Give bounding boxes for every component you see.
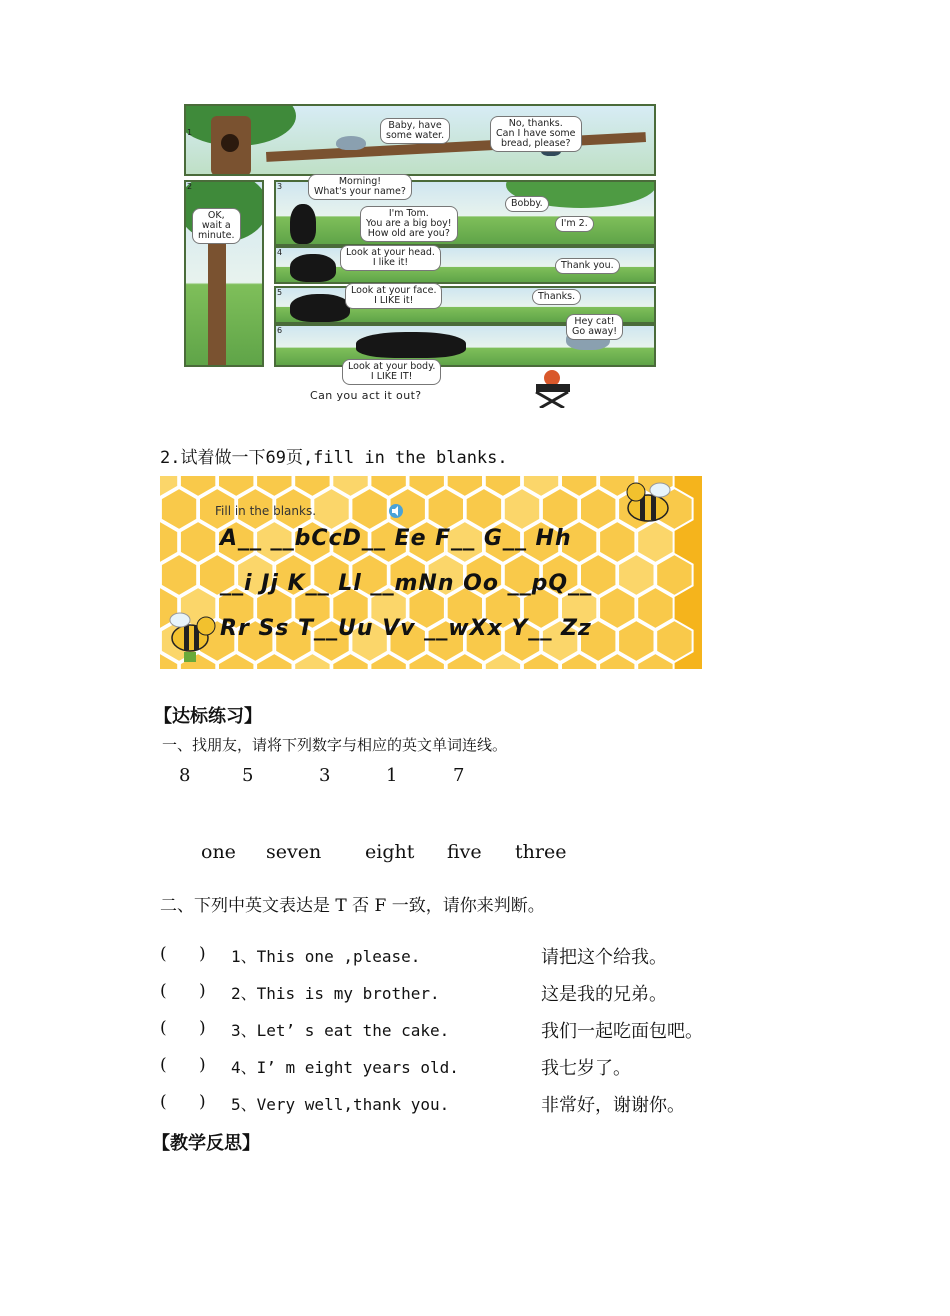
answer-blank[interactable]: ( ) bbox=[160, 944, 206, 964]
speech-bubble: I'm 2. bbox=[555, 216, 594, 232]
fill-in-blanks-label: Fill in the blanks. bbox=[215, 504, 317, 518]
chinese-sentence: 非常好，谢谢你。 bbox=[541, 1095, 685, 1116]
speech-bubble: Thanks. bbox=[532, 289, 581, 305]
speech-bubble: Look at your body. I LIKE IT! bbox=[342, 359, 441, 385]
answer-blank[interactable]: ( ) bbox=[160, 1092, 206, 1112]
answer-blank[interactable]: ( ) bbox=[160, 1055, 206, 1075]
panel-number: 2 bbox=[187, 182, 193, 191]
english-sentence: 2、This is my brother. bbox=[231, 984, 440, 1003]
english-sentence: 5、Very well,thank you. bbox=[231, 1095, 450, 1114]
speech-bubble: Thank you. bbox=[555, 258, 620, 274]
panel-number: 3 bbox=[277, 182, 283, 191]
word-item: five bbox=[447, 841, 482, 863]
english-sentence: 1、This one ,please. bbox=[231, 947, 421, 966]
speech-bubble: Hey cat! Go away! bbox=[566, 314, 623, 340]
word-item: seven bbox=[266, 841, 322, 863]
speech-bubble: Look at your face. I LIKE it! bbox=[345, 283, 442, 309]
number-item: 7 bbox=[453, 765, 465, 786]
chinese-sentence: 请把这个给我。 bbox=[541, 947, 667, 968]
panel-number: 1 bbox=[187, 128, 193, 137]
section-title: 【达标练习】 bbox=[154, 706, 262, 727]
speech-bubble: Bobby. bbox=[505, 196, 549, 212]
answer-blank[interactable]: ( ) bbox=[160, 1018, 206, 1038]
panel-number: 6 bbox=[277, 326, 283, 335]
honeycomb-fill-in-blanks bbox=[160, 476, 702, 669]
number-item: 1 bbox=[386, 765, 398, 786]
director-chair-icon bbox=[518, 368, 584, 408]
english-sentence: 3、Let’ s eat the cake. bbox=[231, 1021, 450, 1040]
chinese-sentence: 这是我的兄弟。 bbox=[541, 984, 667, 1005]
reflection-title: 【教学反思】 bbox=[152, 1133, 260, 1154]
speech-bubble: Look at your head. I like it! bbox=[340, 245, 441, 271]
speech-bubble: Morning! What's your name? bbox=[308, 174, 412, 200]
word-item: one bbox=[201, 841, 236, 863]
q2-instruction: 二、下列中英文表达是 T 否 F 一致，请你来判断。 bbox=[160, 896, 545, 916]
speech-bubble: OK, wait a minute. bbox=[192, 208, 241, 244]
alphabet-row-2: __i Jj K__ Ll __mNn Oo __pQ__ bbox=[220, 571, 593, 596]
chinese-sentence: 我七岁了。 bbox=[541, 1058, 631, 1079]
speech-bubble: No, thanks. Can I have some bread, please? bbox=[490, 116, 582, 152]
panel-number: 4 bbox=[277, 248, 283, 257]
number-item: 5 bbox=[242, 765, 254, 786]
number-item: 3 bbox=[319, 765, 331, 786]
chinese-sentence: 我们一起吃面包吧。 bbox=[541, 1021, 703, 1042]
speaker-icon bbox=[388, 504, 404, 518]
word-item: eight bbox=[365, 841, 415, 863]
bee-icon bbox=[160, 608, 220, 666]
task-2-instruction: 2.试着做一下69页,fill in the blanks. bbox=[160, 448, 508, 468]
comic-illustration bbox=[160, 100, 675, 410]
speech-bubble: Baby, have some water. bbox=[380, 118, 450, 144]
answer-blank[interactable]: ( ) bbox=[160, 981, 206, 1001]
bee-icon bbox=[618, 478, 680, 526]
q1-instruction: 一、找朋友，请将下列数字与相应的英文单词连线。 bbox=[162, 736, 508, 754]
act-it-out-prompt: Can you act it out? bbox=[310, 389, 422, 402]
number-item: 8 bbox=[179, 765, 191, 786]
alphabet-row-1: A__ __bCcD__ Ee F__ G__ Hh bbox=[220, 526, 572, 551]
panel-number: 5 bbox=[277, 288, 283, 297]
english-sentence: 4、I’ m eight years old. bbox=[231, 1058, 459, 1077]
speech-bubble: I'm Tom. You are a big boy! How old are you? bbox=[360, 206, 458, 242]
alphabet-row-3: Rr Ss T__Uu Vv __wXx Y__ Zz bbox=[220, 616, 592, 641]
word-item: three bbox=[515, 841, 567, 863]
